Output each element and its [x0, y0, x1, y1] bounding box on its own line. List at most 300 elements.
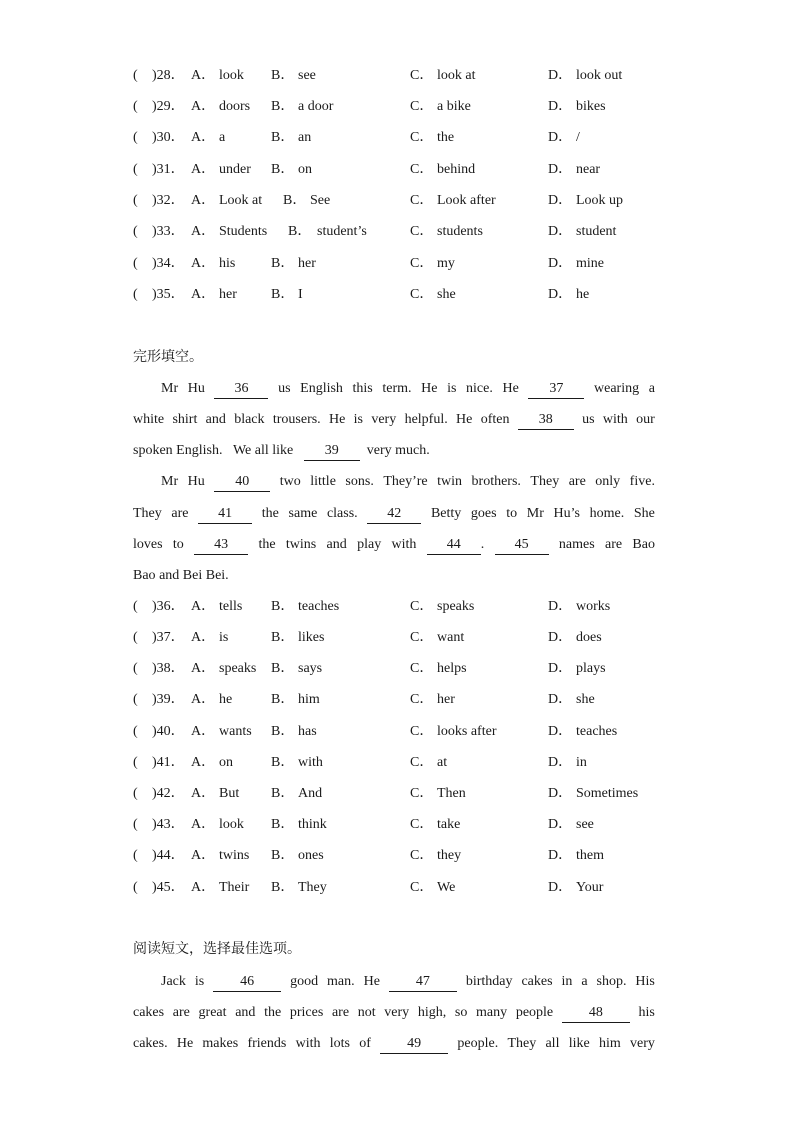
word: his [638, 1005, 655, 1020]
word: are [331, 1005, 350, 1020]
question-row [133, 254, 673, 274]
option-d-text: teaches [576, 724, 618, 739]
word: the [261, 506, 279, 521]
option-c-label: C． [410, 599, 434, 614]
option-a-text: on [219, 755, 233, 770]
word: shirt [172, 412, 198, 427]
option-a-text: look [219, 817, 244, 832]
question-row [133, 128, 673, 148]
option-a-text: his [219, 256, 236, 271]
question-number: )36． [152, 599, 185, 614]
word: are [568, 474, 586, 489]
word: and [326, 537, 347, 552]
word: He [363, 974, 380, 989]
question-row [133, 66, 673, 86]
option-b-label: B． [271, 130, 295, 145]
word: is [353, 412, 364, 427]
option-a-label: A． [191, 724, 216, 739]
option-c-label: C． [410, 692, 434, 707]
word: loves [133, 537, 163, 552]
option-c-text: Look after [437, 193, 496, 208]
word: brothers. [471, 474, 521, 489]
word: are [605, 537, 623, 552]
word: English [300, 381, 343, 396]
word: Hu [187, 474, 205, 489]
option-c-text: her [437, 692, 455, 707]
option-d-label: D． [548, 287, 573, 302]
question-number: )30． [152, 130, 185, 145]
word: names [558, 537, 595, 552]
option-a-text: look [219, 68, 244, 83]
question-row [133, 753, 673, 773]
question-row [133, 191, 673, 211]
option-d-text: she [576, 692, 595, 707]
word: shop. [596, 974, 627, 989]
option-a-text: her [219, 287, 237, 302]
option-c-text: students [437, 224, 483, 239]
option-d-text: / [576, 130, 580, 145]
option-b-text: I [298, 287, 303, 302]
option-b-text: an [298, 130, 312, 145]
option-d-text: Sometimes [576, 786, 639, 801]
option-b-label: B． [271, 287, 295, 302]
word: are [172, 1005, 190, 1020]
question-row [133, 690, 673, 710]
answer-paren[interactable]: ( [133, 630, 138, 645]
option-a-text: Their [219, 880, 250, 895]
option-a-text: tells [219, 599, 243, 614]
option-b-text: think [298, 817, 327, 832]
word: our [636, 412, 655, 427]
option-b-label: B． [271, 630, 295, 645]
option-a-label: A． [191, 661, 216, 676]
option-b-label: B． [271, 661, 295, 676]
option-a-text: a [219, 130, 226, 145]
option-c-text: they [437, 848, 462, 863]
blank-41[interactable]: 41 [198, 505, 252, 524]
option-b-label: B． [271, 880, 295, 895]
question-number: )35． [152, 287, 185, 302]
word: makes [202, 1036, 239, 1051]
word: lots [329, 1036, 350, 1051]
answer-paren[interactable]: ( [133, 817, 138, 832]
question-number: )31． [152, 162, 185, 177]
word: very [630, 1036, 655, 1051]
option-c-label: C． [410, 162, 434, 177]
option-d-text: Look up [576, 193, 624, 208]
option-a-text: under [219, 162, 251, 177]
blank-42[interactable]: 42 [367, 505, 421, 524]
option-c-label: C． [410, 755, 434, 770]
word: not [357, 1005, 376, 1020]
option-a-label: A． [191, 817, 216, 832]
word: They [133, 506, 162, 521]
option-a-label: A． [191, 630, 216, 645]
option-c-label: C． [410, 193, 434, 208]
option-d-text: in [576, 755, 587, 770]
option-c-label: C． [410, 224, 434, 239]
option-a-label: A． [191, 755, 216, 770]
question-row [133, 722, 673, 742]
answer-paren[interactable]: ( [133, 193, 138, 208]
word: the [264, 1005, 282, 1020]
question-number: )39． [152, 692, 185, 707]
option-a-label: A． [191, 256, 216, 271]
passage-line [161, 471, 655, 493]
cloze-heading: 完形填空。 [133, 349, 203, 365]
word: Betty [430, 506, 462, 521]
option-a-text: Look at [219, 193, 263, 208]
option-b-text: a door [298, 99, 334, 114]
blank-47[interactable]: 47 [389, 973, 457, 992]
option-d-label: D． [548, 786, 573, 801]
question-number: )41． [152, 755, 185, 770]
word: all [254, 443, 269, 458]
word: with [391, 537, 417, 552]
option-c-text: Then [437, 786, 466, 801]
answer-paren[interactable]: ( [133, 130, 138, 145]
word: He [456, 412, 473, 427]
question-row [133, 878, 673, 898]
option-a-text: is [219, 630, 229, 645]
word: in [561, 974, 573, 989]
passage-line [133, 534, 655, 556]
option-b-label: B． [288, 224, 312, 239]
option-a-label: A． [191, 692, 216, 707]
answer-paren[interactable]: ( [133, 755, 138, 770]
word: are [171, 506, 189, 521]
option-a-text: speaks [219, 661, 257, 676]
option-d-label: D． [548, 848, 573, 863]
option-c-text: helps [437, 661, 467, 676]
option-c-label: C． [410, 661, 434, 676]
passage-line [133, 503, 655, 525]
option-b-label: B． [271, 599, 295, 614]
word: of [359, 1036, 371, 1051]
word: good [290, 974, 319, 989]
option-a-label: A． [191, 193, 216, 208]
option-c-text: take [437, 817, 461, 832]
word: him [598, 1036, 621, 1051]
word: Bei [182, 568, 203, 583]
word: us [582, 412, 595, 427]
blank-43[interactable]: 43 [194, 536, 248, 555]
option-c-text: a bike [437, 99, 471, 114]
answer-paren[interactable]: ( [133, 786, 138, 801]
word: Jack [161, 974, 186, 989]
question-number: )28． [152, 68, 185, 83]
option-c-text: want [437, 630, 465, 645]
word: English. [176, 443, 223, 458]
word: He [502, 381, 519, 396]
option-a-label: A． [191, 786, 216, 801]
word: Bei. [205, 568, 229, 583]
option-b-text: They [298, 880, 327, 895]
option-a-label: A． [191, 848, 216, 863]
option-b-text: And [298, 786, 323, 801]
blank-49[interactable]: 49 [380, 1035, 448, 1054]
option-b-label: B． [271, 99, 295, 114]
word: Bao [133, 568, 156, 583]
question-number: )29． [152, 99, 185, 114]
option-c-text: We [437, 880, 456, 895]
option-d-label: D． [548, 162, 573, 177]
word: like [568, 1036, 590, 1051]
option-b-label: B． [271, 692, 295, 707]
word: white [133, 412, 165, 427]
word: His [635, 974, 655, 989]
option-b-text: likes [298, 630, 325, 645]
answer-paren[interactable]: ( [133, 880, 138, 895]
option-d-label: D． [548, 661, 573, 676]
option-b-label: B． [283, 193, 307, 208]
word: five. [629, 474, 655, 489]
question-number: )42． [152, 786, 185, 801]
option-d-label: D． [548, 630, 573, 645]
word: us [278, 381, 291, 396]
blank-48[interactable]: 48 [562, 1004, 630, 1023]
word: cakes [521, 974, 553, 989]
option-a-text: Students [219, 224, 268, 239]
word: little [310, 474, 336, 489]
word: term. [382, 381, 412, 396]
word: many [476, 1005, 508, 1020]
word: helpful. [404, 412, 448, 427]
option-d-text: works [576, 599, 611, 614]
question-number: )33． [152, 224, 185, 239]
word: play [357, 537, 382, 552]
word: two [279, 474, 301, 489]
option-d-text: Your [576, 880, 604, 895]
option-c-label: C． [410, 287, 434, 302]
passage-line [161, 971, 655, 993]
option-d-label: D． [548, 724, 573, 739]
question-number: )32． [152, 193, 185, 208]
word: often [480, 412, 510, 427]
option-a-text: But [219, 786, 240, 801]
option-b-label: B． [271, 724, 295, 739]
word: a [581, 974, 588, 989]
answer-paren[interactable]: ( [133, 68, 138, 83]
question-number: )45． [152, 880, 185, 895]
word: great [198, 1005, 227, 1020]
question-row [133, 784, 673, 804]
reading-heading: 阅读短文，选择最佳选项。 [133, 941, 301, 957]
question-number: )38． [152, 661, 185, 676]
question-number: )37． [152, 630, 185, 645]
word: . [480, 537, 485, 552]
answer-paren[interactable]: ( [133, 162, 138, 177]
word: with [602, 412, 628, 427]
option-d-text: bikes [576, 99, 606, 114]
question-row [133, 659, 673, 679]
option-b-label: B． [271, 162, 295, 177]
option-c-label: C． [410, 724, 434, 739]
word: Mr [161, 474, 179, 489]
option-b-text: on [298, 162, 312, 177]
option-d-label: D． [548, 880, 573, 895]
word: is [447, 381, 457, 396]
word: very [384, 1005, 410, 1020]
word: and [205, 412, 226, 427]
option-b-text: see [298, 68, 316, 83]
question-row [133, 285, 673, 305]
blank-38[interactable]: 38 [518, 411, 574, 430]
word: They [530, 474, 560, 489]
blank-46[interactable]: 46 [213, 973, 281, 992]
option-a-text: wants [219, 724, 252, 739]
option-b-text: student’s [317, 224, 367, 239]
word: prices [289, 1005, 324, 1020]
blank-40[interactable]: 40 [214, 473, 270, 492]
word: sons. [345, 474, 374, 489]
word: people [515, 1005, 554, 1020]
answer-paren[interactable]: ( [133, 224, 138, 239]
word: Mr [161, 381, 179, 396]
word: so [454, 1005, 468, 1020]
passage-line [133, 565, 655, 587]
option-a-label: A． [191, 68, 216, 83]
word: He [421, 381, 438, 396]
question-number: )40． [152, 724, 185, 739]
blank-44[interactable]: 44 [427, 536, 481, 555]
option-d-label: D． [548, 224, 573, 239]
blank-36[interactable]: 36 [214, 380, 268, 399]
word: to [172, 537, 184, 552]
word: nice. [466, 381, 493, 396]
word: wearing [594, 381, 640, 396]
option-b-text: teaches [298, 599, 340, 614]
option-c-label: C． [410, 68, 434, 83]
option-c-text: my [437, 256, 455, 271]
word: Hu [187, 381, 205, 396]
word: class. [326, 506, 358, 521]
answer-paren[interactable]: ( [133, 287, 138, 302]
word: all [545, 1036, 560, 1051]
option-a-text: twins [219, 848, 250, 863]
option-a-label: A． [191, 224, 216, 239]
blank-39[interactable]: 39 [304, 442, 360, 461]
word: cakes. [133, 1036, 168, 1051]
word: much. [395, 443, 430, 458]
option-b-label: B． [271, 786, 295, 801]
word: Mr [526, 506, 544, 521]
question-number: )44． [152, 848, 185, 863]
option-a-label: A． [191, 287, 216, 302]
option-c-label: C． [410, 99, 434, 114]
option-a-text: he [219, 692, 233, 707]
option-d-label: D． [548, 130, 573, 145]
option-b-label: B． [271, 848, 295, 863]
option-d-label: D． [548, 256, 573, 271]
blank-45[interactable]: 45 [495, 536, 549, 555]
word: to [506, 506, 518, 521]
option-d-label: D． [548, 193, 573, 208]
answer-paren[interactable]: ( [133, 661, 138, 676]
option-d-label: D． [548, 599, 573, 614]
option-d-text: plays [576, 661, 606, 676]
answer-paren[interactable]: ( [133, 724, 138, 739]
answer-paren[interactable]: ( [133, 99, 138, 114]
word: birthday [465, 974, 513, 989]
word: this [352, 381, 373, 396]
passage-line [133, 1033, 655, 1055]
word: trousers. [272, 412, 321, 427]
word: Hu’s [553, 506, 580, 521]
word: Bao [632, 537, 655, 552]
question-row [133, 628, 673, 648]
blank-37[interactable]: 37 [528, 380, 584, 399]
word: and [235, 1005, 256, 1020]
option-b-text: See [310, 193, 331, 208]
option-c-text: behind [437, 162, 476, 177]
question-row [133, 222, 673, 242]
option-c-label: C． [410, 630, 434, 645]
option-d-text: he [576, 287, 590, 302]
option-d-text: see [576, 817, 594, 832]
word: very [366, 443, 392, 458]
answer-paren[interactable]: ( [133, 256, 138, 271]
question-row [133, 160, 673, 180]
answer-paren[interactable]: ( [133, 692, 138, 707]
option-d-text: near [576, 162, 601, 177]
option-d-text: does [576, 630, 602, 645]
word: high, [417, 1005, 447, 1020]
option-b-text: with [298, 755, 323, 770]
word: twins [285, 537, 317, 552]
word: the [258, 537, 276, 552]
option-a-label: A． [191, 880, 216, 895]
option-c-text: at [437, 755, 448, 770]
word: man. [327, 974, 355, 989]
question-row [133, 846, 673, 866]
word: twin [437, 474, 463, 489]
option-b-label: B． [271, 817, 295, 832]
answer-paren[interactable]: ( [133, 599, 138, 614]
option-c-label: C． [410, 130, 434, 145]
word: a [648, 381, 655, 396]
passage-line [133, 1002, 655, 1024]
option-c-label: C． [410, 817, 434, 832]
option-d-label: D． [548, 817, 573, 832]
word: people. [457, 1036, 499, 1051]
word: cakes [133, 1005, 165, 1020]
option-b-label: B． [271, 755, 295, 770]
word: very [371, 412, 397, 427]
option-c-text: the [437, 130, 455, 145]
word: spoken [133, 443, 173, 458]
option-c-label: C． [410, 848, 434, 863]
option-d-text: student [576, 224, 617, 239]
option-a-label: A． [191, 599, 216, 614]
question-row [133, 97, 673, 117]
option-d-text: look out [576, 68, 623, 83]
word: is [194, 974, 205, 989]
option-b-label: B． [271, 68, 295, 83]
question-number: )34． [152, 256, 185, 271]
option-d-label: D． [548, 68, 573, 83]
option-d-label: D． [548, 755, 573, 770]
answer-paren[interactable]: ( [133, 848, 138, 863]
word: and [159, 568, 180, 583]
option-c-text: she [437, 287, 456, 302]
word: goes [470, 506, 497, 521]
option-c-text: looks after [437, 724, 497, 739]
option-c-text: look at [437, 68, 476, 83]
option-b-text: ones [298, 848, 324, 863]
option-b-text: says [298, 661, 323, 676]
word: We [232, 443, 252, 458]
